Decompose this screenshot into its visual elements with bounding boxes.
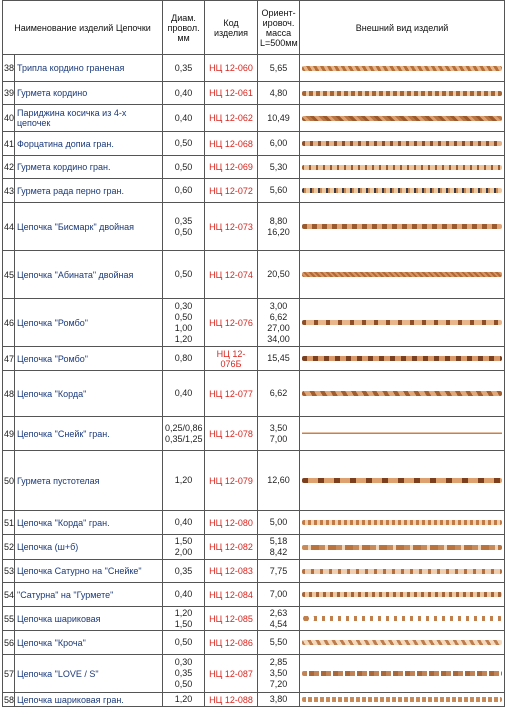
header-diameter: Диам. провол. мм [163, 1, 205, 55]
item-name: Цепочка шариковая гран. [15, 693, 163, 707]
chain-photo-cell [300, 251, 505, 299]
wire-diameter: 0,40 [163, 583, 205, 607]
row-number: 50 [3, 451, 15, 511]
header-row [3, 1, 505, 55]
chain-photo-cell [300, 451, 505, 511]
chain-photo-cell [300, 105, 505, 132]
item-name: Гурмета пустотелая [15, 451, 163, 511]
table-row [3, 105, 505, 132]
row-number: 44 [3, 203, 15, 251]
approx-mass: 8,80 16,20 [258, 203, 300, 251]
table-row [3, 347, 505, 371]
item-code: НЦ 12-076Б [205, 347, 258, 371]
wire-diameter: 1,20 1,50 [163, 607, 205, 631]
table-row [3, 511, 505, 535]
chain-image [302, 569, 502, 574]
header-code: Код изделия [205, 1, 258, 55]
item-code: НЦ 12-083 [205, 560, 258, 583]
header-name: Наименование изделий Цепочки [3, 1, 163, 55]
item-name: Цепочка "Ромбо" [15, 299, 163, 347]
approx-mass: 5,50 [258, 631, 300, 655]
header-mass: Ориент-ировоч. масса L=500мм [258, 1, 300, 55]
item-name: Цепочка (ш+б) [15, 535, 163, 560]
item-code: НЦ 12-061 [205, 82, 258, 105]
row-number: 43 [3, 179, 15, 203]
wire-diameter: 0,35 0,50 [163, 203, 205, 251]
approx-mass: 3,80 [258, 693, 300, 707]
chain-image [302, 478, 502, 483]
item-code: НЦ 12-073 [205, 203, 258, 251]
chain-image [302, 545, 502, 550]
item-name: Цепочка "LOVE / S" [15, 655, 163, 693]
wire-diameter: 0,40 [163, 82, 205, 105]
item-code: НЦ 12-085 [205, 607, 258, 631]
item-code: НЦ 12-079 [205, 451, 258, 511]
row-number: 58 [4, 694, 15, 705]
row-number: 46 [3, 299, 15, 347]
item-code: НЦ 12-060 [205, 55, 258, 82]
chain-photo-cell [300, 179, 505, 203]
row-number: 40 [3, 105, 15, 132]
wire-diameter: 1,50 2,00 [163, 535, 205, 560]
wire-diameter: 0,30 0,50 1,00 1,20 [163, 299, 205, 347]
table-row [3, 560, 505, 583]
item-code: НЦ 12-077 [205, 371, 258, 417]
item-code: НЦ 12-087 [205, 655, 258, 693]
item-code: НЦ 12-072 [205, 179, 258, 203]
item-name: Гурмета рада перно гран. [15, 179, 163, 203]
chain-image [302, 165, 502, 170]
approx-mass: 7,00 [258, 583, 300, 607]
table-row [3, 156, 505, 179]
wire-diameter: 0,50 [163, 132, 205, 156]
row-number: 55 [3, 607, 15, 631]
wire-diameter: 1,20 [163, 451, 205, 511]
approx-mass: 5,00 [258, 511, 300, 535]
approx-mass: 15,45 [258, 347, 300, 371]
wire-diameter: 0,50 [163, 251, 205, 299]
chain-image [302, 356, 502, 361]
header-image: Внешний вид изделий [300, 1, 505, 55]
item-name: Париджина косичка из 4-х цепочек [15, 105, 163, 132]
item-name: Гурмета кордино [15, 82, 163, 105]
chain-image [302, 320, 502, 325]
chain-photo-cell [300, 132, 505, 156]
chain-image [302, 188, 502, 193]
approx-mass: 5,65 [258, 55, 300, 82]
wire-diameter: 0,40 [163, 511, 205, 535]
item-name: Цепочка "Кроча" [15, 631, 163, 655]
item-code: НЦ 12-078 [205, 417, 258, 451]
item-name: Цепочка "Снейк" гран. [15, 417, 163, 451]
chain-image [302, 91, 502, 96]
chain-image [302, 431, 502, 436]
chain-image [302, 671, 502, 676]
chain-image [302, 616, 502, 621]
chain-photo-cell [300, 417, 505, 451]
wire-diameter: 0,60 [163, 179, 205, 203]
chain-photo-cell [300, 607, 505, 631]
table-row [3, 371, 505, 417]
wire-diameter: 0,50 [163, 156, 205, 179]
row-number: 42 [3, 156, 15, 179]
table-row [3, 251, 505, 299]
row-number: 48 [3, 371, 15, 417]
approx-mass: 2,85 3,50 7,20 [258, 655, 300, 693]
item-code: НЦ 12-088 [205, 693, 258, 707]
chain-catalog-table [2, 0, 505, 707]
item-name: Цепочка "Корда" гран. [15, 511, 163, 535]
item-code: НЦ 12-082 [205, 535, 258, 560]
item-name: "Сатурна" на "Гурмете" [15, 583, 163, 607]
approx-mass: 4,80 [258, 82, 300, 105]
chain-photo-cell [300, 535, 505, 560]
wire-diameter: 0,50 [163, 631, 205, 655]
item-name: Цепочка Сатурно на "Снейке" [15, 560, 163, 583]
table-row [3, 203, 505, 251]
table-row [3, 451, 505, 511]
row-number: 38 [3, 55, 15, 82]
chain-photo-cell [300, 156, 505, 179]
chain-photo-cell [300, 347, 505, 371]
row-number: 39 [3, 82, 15, 105]
table-row [3, 607, 505, 631]
wire-diameter: 0,35 [163, 560, 205, 583]
item-name: Трипла кордино граненая [15, 55, 163, 82]
approx-mass: 3,00 6,62 27,00 34,00 [258, 299, 300, 347]
row-number: 51 [3, 511, 15, 535]
wire-diameter: 0,30 0,35 0,50 [163, 655, 205, 693]
approx-mass: 5,18 8,42 [258, 535, 300, 560]
approx-mass: 20,50 [258, 251, 300, 299]
chain-image [302, 224, 502, 229]
row-number: 53 [3, 560, 15, 583]
chain-photo-cell [300, 655, 505, 693]
wire-diameter: 0,35 [163, 55, 205, 82]
row-number: 41 [3, 132, 15, 156]
chain-photo-cell [300, 55, 505, 82]
approx-mass: 5,60 [258, 179, 300, 203]
row-number: 54 [3, 583, 15, 607]
item-code: НЦ 12-080 [205, 511, 258, 535]
table-row [3, 693, 505, 707]
item-code: НЦ 12-086 [205, 631, 258, 655]
approx-mass: 6,62 [258, 371, 300, 417]
approx-mass: 6,00 [258, 132, 300, 156]
chain-image [302, 640, 502, 645]
item-code: НЦ 12-068 [205, 132, 258, 156]
chain-photo-cell [300, 299, 505, 347]
row-number: 47 [3, 347, 15, 371]
table-row [3, 132, 505, 156]
item-name: Цепочка шариковая [15, 607, 163, 631]
chain-photo-cell [300, 560, 505, 583]
chain-image [302, 141, 502, 146]
item-code: НЦ 12-069 [205, 156, 258, 179]
row-number: 56 [3, 631, 15, 655]
table-row [3, 655, 505, 693]
item-code: НЦ 12-076 [205, 299, 258, 347]
row-number: 52 [3, 535, 15, 560]
chain-image [302, 520, 502, 525]
item-name: Гурмета кордино гран. [15, 156, 163, 179]
chain-photo-cell [300, 693, 505, 707]
approx-mass: 12,60 [258, 451, 300, 511]
wire-diameter: 0,40 [163, 371, 205, 417]
wire-diameter: 0,80 [163, 347, 205, 371]
row-number: 57 [3, 655, 15, 693]
table-row [3, 583, 505, 607]
wire-diameter: 1,20 [163, 693, 205, 707]
approx-mass: 5,30 [258, 156, 300, 179]
item-name: Цепочка "Корда" [15, 371, 163, 417]
item-code: НЦ 12-084 [205, 583, 258, 607]
table-row [3, 82, 505, 105]
item-name: Форцатина допиа гран. [15, 132, 163, 156]
chain-photo-cell [300, 631, 505, 655]
chain-image [302, 592, 502, 597]
chain-image [302, 391, 502, 396]
approx-mass: 10,49 [258, 105, 300, 132]
row-number: 49 [3, 417, 15, 451]
chain-photo-cell [300, 583, 505, 607]
chain-photo-cell [300, 371, 505, 417]
wire-diameter: 0,40 [163, 105, 205, 132]
chain-photo-cell [300, 82, 505, 105]
wire-diameter: 0,25/0,86 0,35/1,25 [163, 417, 205, 451]
table-row [3, 179, 505, 203]
row-number: 45 [3, 251, 15, 299]
chain-photo-cell [300, 203, 505, 251]
table-row [3, 535, 505, 560]
chain-image [302, 272, 502, 277]
approx-mass: 2,63 4,54 [258, 607, 300, 631]
item-name: Цепочка "Бисмарк" двойная [15, 203, 163, 251]
item-name: Цепочка "Абината" двойная [15, 251, 163, 299]
table-row [3, 55, 505, 82]
table-row [3, 299, 505, 347]
approx-mass: 3,50 7,00 [258, 417, 300, 451]
table-row [3, 417, 505, 451]
item-code: НЦ 12-074 [205, 251, 258, 299]
table-row [3, 631, 505, 655]
item-name: Цепочка "Ромбо" [15, 347, 163, 371]
approx-mass: 7,75 [258, 560, 300, 583]
chain-image [302, 66, 502, 71]
chain-image [302, 697, 502, 702]
item-code: НЦ 12-062 [205, 105, 258, 132]
chain-image [302, 116, 502, 121]
chain-photo-cell [300, 511, 505, 535]
